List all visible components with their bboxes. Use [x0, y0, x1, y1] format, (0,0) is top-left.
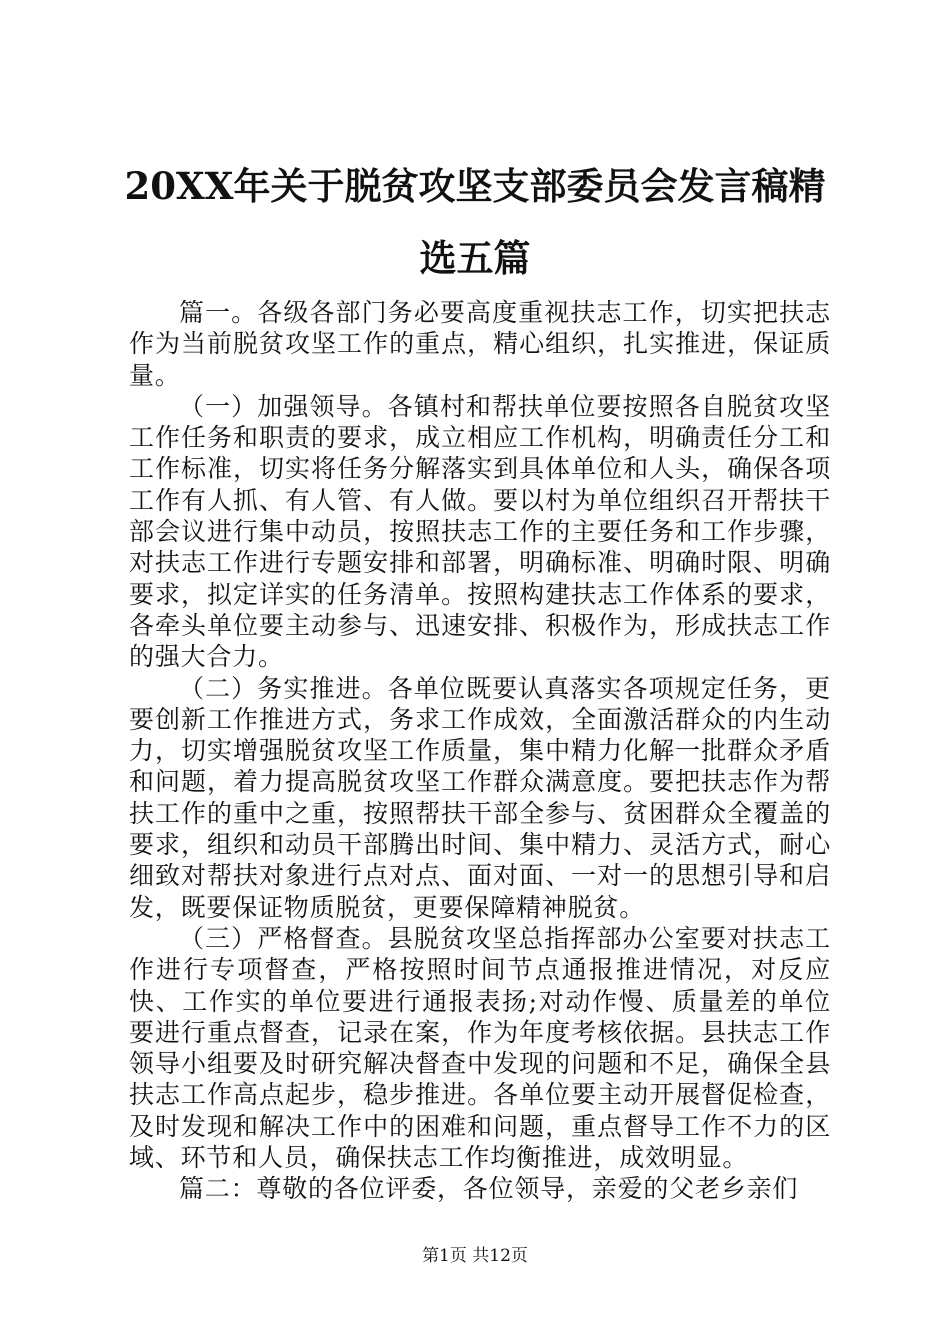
paragraph-part-two: 篇二：尊敬的各位评委，各位领导，亲爱的父老乡亲们 — [179, 1174, 799, 1204]
document-body — [129, 297, 831, 1205]
paragraph-strengthen-leadership: （一）加强领导。各镇村和帮扶单位要按照各自脱贫攻坚工作任务和职责的要求，成立相应工作机构，明确责任分工和工作标准，切实将任务分解落实到具体单位和人头，确保各项工作有人抓、有人管、有人做。要以村为单位组织召开帮扶干部会议进行集中动员，按照扶志工作的主要任务和工作步骤，对扶志工作进行专题安排和部署，明确标准、明确时限、明确要求，拟定详实的任务清单。按照构建扶志工作体系的要求，各牵头单位要主动参与、迅速安排、积极作为，形成扶志工作的强大合力。 — [129, 391, 831, 672]
document-title: 20XX年关于脱贫攻坚支部委员会发言稿精选五篇 — [124, 164, 826, 280]
paragraph-practical-progress: （二）务实推进。各单位既要认真落实各项规定任务，更要创新工作推进方式，务求工作成效，全面激活群众的内生动力，切实增强脱贫攻坚工作质量，集中精力化解一批群众矛盾和问题，着力提高脱贫攻坚工作群众满意度。要把扶志作为帮扶工作的重中之重，按照帮扶干部全参与、贫困群众全覆盖的要求，组织和动员干部腾出时间、集中精力、灵活方式，耐心细致对帮扶对象进行点对点、面对面、一对一的思想引导和启发，既要保证物质脱贫，更要保障精神脱贫。 — [129, 673, 831, 922]
paragraph-strict-supervision: （三）严格督查。县脱贫攻坚总指挥部办公室要对扶志工作进行专项督查，严格按照时间节点通报推进情况，对反应快、工作实的单位要进行通报表扬;对动作慢、质量差的单位要进行重点督查，记录在案，作为年度考核依据。县扶志工作领导小组要及时研究解决督查中发现的问题和不足，确保全县扶志工作高点起步，稳步推进。各单位要主动开展督促检查，及时发现和解决工作中的困难和问题，重点督导工作不力的区域、环节和人员，确保扶志工作均衡推进，成效明显。 — [129, 923, 831, 1173]
page-number-footer: 第1页 共12页 — [422, 1246, 528, 1266]
paragraph-part-one: 篇一。各级各部门务必要高度重视扶志工作，切实把扶志作为当前脱贫攻坚工作的重点，精心组织，扎实推进，保证质量。 — [129, 298, 831, 390]
